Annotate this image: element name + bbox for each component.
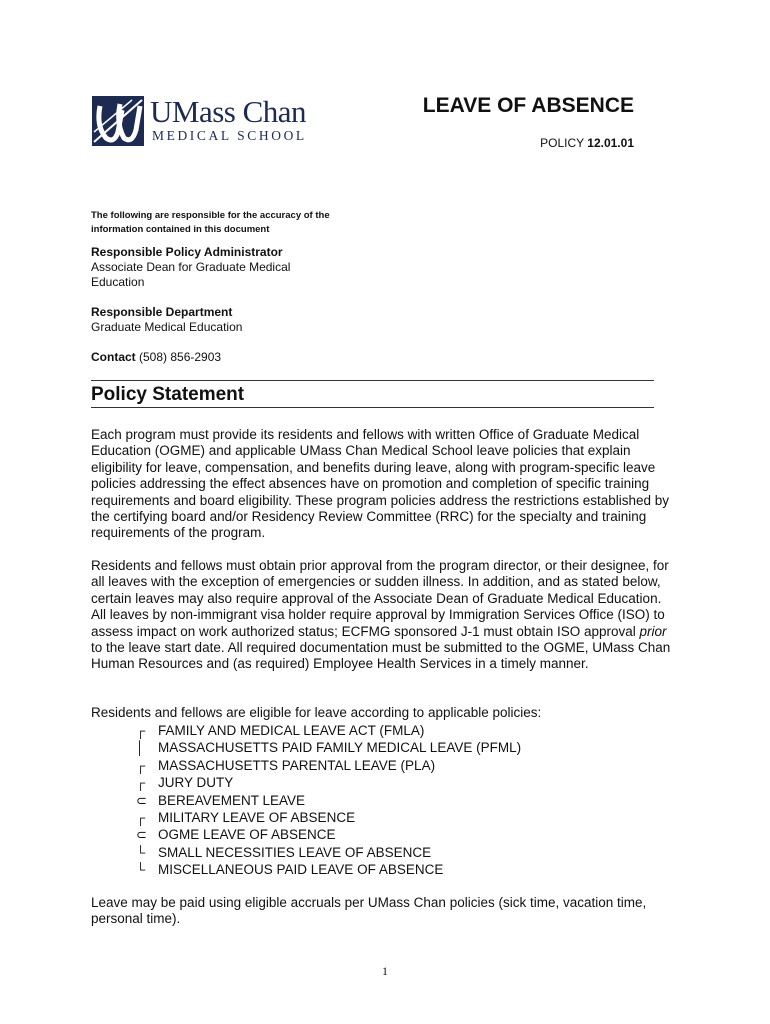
checkbox-marker-icon: ┌ (136, 723, 146, 738)
administrator-label: Responsible Policy Administrator (91, 245, 283, 259)
policy-label: POLICY (540, 136, 584, 150)
checkbox-marker-icon: ┌ (136, 757, 146, 773)
umass-chan-logo (92, 96, 342, 146)
department-value: Graduate Medical Education (91, 320, 243, 334)
checkbox-marker-icon: ┌ (136, 810, 146, 826)
list-item-label: JURY DUTY (158, 775, 234, 791)
paragraph-2-text-b: to the leave start date. All required documentation must be submitted to the OGME, UMass Chan Human Resources and (as required) Employee Health Services in a timely manner. (91, 640, 671, 672)
section-title: Policy Statement (91, 384, 245, 405)
list-item (136, 792, 521, 809)
list-item-label: MISCELLANEOUS PAID LEAVE OF ABSENCE (158, 862, 444, 878)
checkbox-marker-icon: ⊂ (136, 792, 147, 808)
contact-block (91, 350, 351, 365)
policy-paragraph-1: Each program must provide its residents and fellows with written Office of Graduate Medical Education (OGME) and applicable UMass Chan Medical School leave policies that explain eligibility for leave, compensation, and benefits during leave, along with program-specific leave policies addressing the effect absences have on promotion and completion of specific training requirements and board eligibility. These program policies address the restrictions established by the certifying board and/or Residency Review Committee (RRC) for the specialty and training requirements of the program. (91, 427, 670, 541)
checkbox-marker-icon: ┌ (136, 775, 146, 791)
list-item-label: BEREAVEMENT LEAVE (158, 792, 306, 808)
leave-types-list (136, 722, 521, 879)
list-item-label: OGME LEAVE OF ABSENCE (158, 827, 336, 843)
policy-paragraph-2 (91, 558, 671, 673)
checkbox-marker-icon: ⊂ (136, 827, 147, 843)
list-item-label: MILITARY LEAVE OF ABSENCE (158, 810, 356, 826)
list-item (136, 826, 521, 843)
list-item-label: MASSACHUSETTS PARENTAL LEAVE (PLA) (158, 757, 436, 773)
paragraph-2-text-a: Residents and fellows must obtain prior approval from the program director, or their designee, for all leaves with the exception of emergencies or sudden illness. In addition, and as stated below, certain leaves may also require approval of the Associate Dean of Graduate Medical Education. All leaves by non-immigrant visa holder require approval by Immigration Services Office (ISO) to assess impact on work authorized status; ECFMG sponsored J-1 must obtain ISO approval (91, 558, 669, 639)
policy-number-value: 12.01.01 (587, 136, 634, 150)
list-item (136, 844, 521, 861)
administrator-block (91, 245, 351, 290)
paragraph-2-emphasis: prior (639, 623, 667, 639)
list-item-label: MASSACHUSETTS PAID FAMILY MEDICAL LEAVE (PFML) (158, 740, 522, 756)
logo-mark-icon (92, 96, 150, 146)
checkbox-marker-icon: └ (136, 862, 146, 878)
list-item (136, 774, 521, 791)
list-item-label: SMALL NECESSITIES LEAVE OF ABSENCE (158, 844, 432, 860)
page-number: 1 (382, 964, 388, 978)
checkbox-marker-icon: │ (136, 740, 145, 756)
section-rule-top (91, 380, 654, 381)
list-item (136, 861, 521, 878)
checkbox-marker-icon: └ (136, 844, 146, 860)
list-item (136, 722, 521, 739)
policy-number (540, 136, 634, 150)
department-block (91, 305, 351, 335)
policy-paragraph-4: Leave may be paid using eligible accruals per UMass Chan policies (sick time, vacation time, personal time). (91, 895, 647, 927)
list-item (136, 739, 521, 756)
administrator-value: Associate Dean for Graduate Medical Education (91, 260, 291, 289)
list-item (136, 757, 521, 774)
responsibility-note: The following are responsible for the accuracy of the information contained in this document (91, 210, 330, 235)
contact-label: Contact (91, 350, 136, 364)
logo-name: UMass Chan (150, 94, 307, 129)
document-title: LEAVE OF ABSENCE (422, 94, 634, 117)
department-label: Responsible Department (91, 305, 233, 319)
contact-value: (508) 856-2903 (139, 350, 222, 364)
list-item-label: FAMILY AND MEDICAL LEAVE ACT (FMLA) (158, 723, 425, 738)
section-rule-bottom (91, 407, 654, 408)
logo-subtitle: MEDICAL SCHOOL (152, 128, 307, 143)
policy-paragraph-3: Residents and fellows are eligible for leave according to applicable policies: (91, 705, 542, 720)
list-item (136, 809, 521, 826)
